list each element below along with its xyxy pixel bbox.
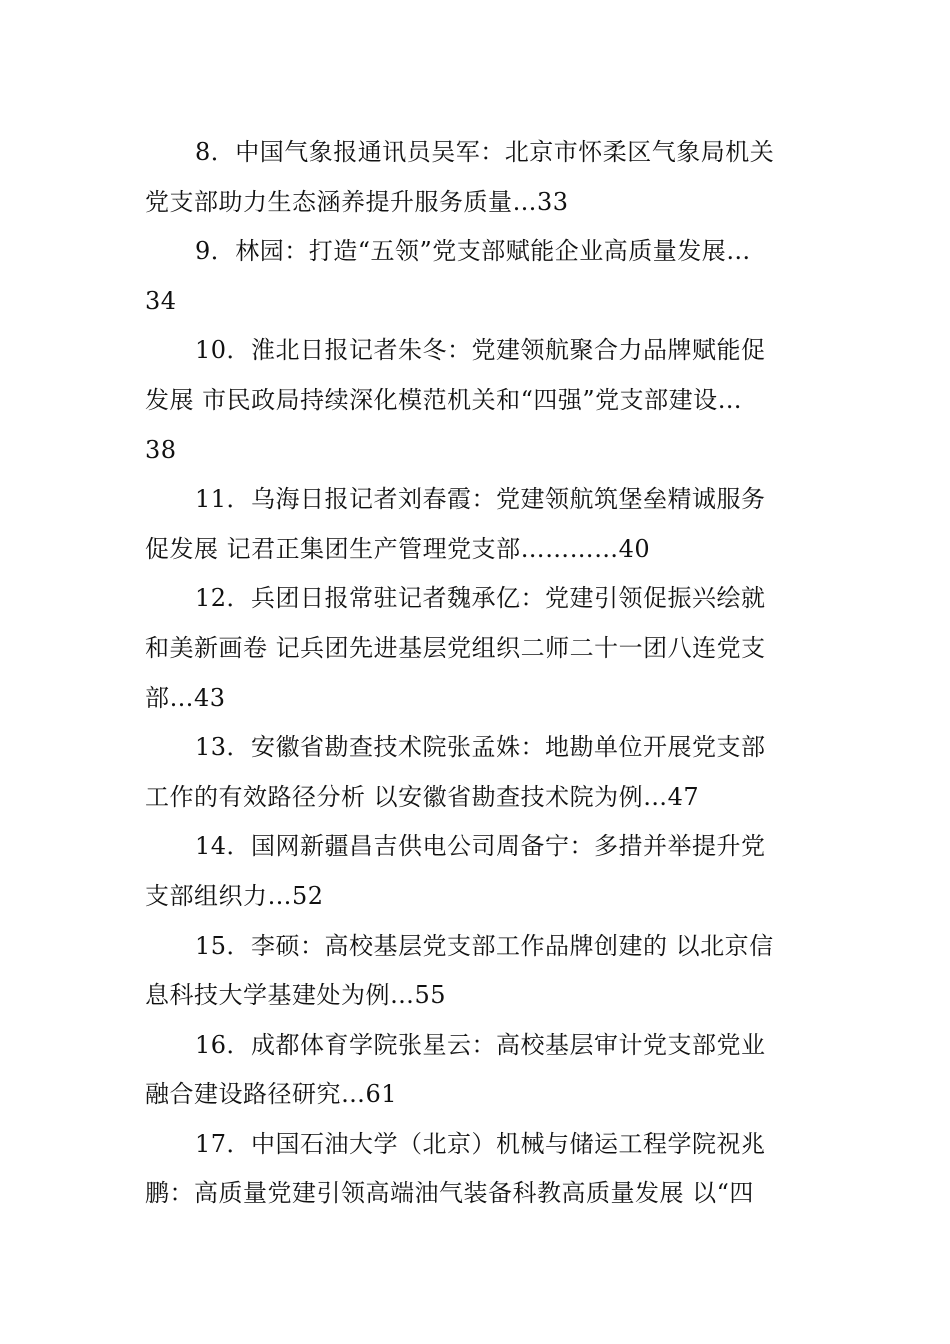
toc-entry (145, 574, 810, 723)
toc-entry-line: 17．中国石油大学（北京）机械与储运工程学院祝兆 (195, 1129, 766, 1158)
toc-entry (145, 1021, 810, 1120)
toc-entry (145, 475, 810, 574)
toc-entry-line: 党支部助力生态涵养提升服务质量…33 (145, 187, 569, 216)
toc-entry-line: 34 (145, 286, 177, 315)
toc-entry-line: 和美新画卷 记兵团先进基层党组织二师二十一团八连党支 (145, 633, 766, 662)
toc-entry-line: 息科技大学基建处为例…55 (145, 981, 447, 1010)
toc-page (145, 128, 810, 1219)
toc-entry-line: 发展 市民政局持续深化模范机关和“四强”党支部建设… (145, 385, 743, 414)
toc-entry (145, 723, 810, 822)
toc-entry-line: 8．中国气象报通讯员吴军：北京市怀柔区气象局机关 (195, 138, 775, 166)
toc-entry (145, 922, 810, 1021)
toc-entry-line: 鹏：高质量党建引领高端油气装备科教高质量发展 以“四 (145, 1179, 754, 1208)
toc-entry-line: 工作的有效路径分析 以安徽省勘查技术院为例…47 (145, 782, 700, 811)
toc-entry-line: 38 (145, 435, 177, 464)
toc-entry-line: 支部组织力…52 (145, 881, 324, 910)
toc-entry-line: 16．成都体育学院张星云：高校基层审计党支部党业 (195, 1030, 766, 1059)
toc-entry-line: 13．安徽省勘查技术院张孟姝：地勘单位开展党支部 (195, 733, 766, 762)
toc-entry (145, 227, 810, 326)
toc-entry (145, 128, 810, 227)
toc-entry-line: 促发展 记君正集团生产管理党支部…………40 (145, 534, 651, 563)
toc-entry-line: 14．国网新疆昌吉供电公司周备宁：多措并举提升党 (195, 832, 766, 861)
toc-entry (145, 822, 810, 921)
toc-entry-line: 12．兵团日报常驻记者魏承亿：党建引领促振兴绘就 (195, 584, 766, 613)
toc-entry-line: 9．林园：打造“五领”党支部赋能企业高质量发展… (195, 237, 751, 266)
toc-entry (145, 1120, 810, 1219)
toc-entry-line: 10．淮北日报记者朱冬：党建领航聚合力品牌赋能促 (195, 336, 766, 365)
toc-entry-line: 部…43 (145, 683, 226, 712)
toc-entry (145, 326, 810, 475)
toc-entry-line: 11．乌海日报记者刘春霞：党建领航筑堡垒精诚服务 (195, 485, 766, 514)
toc-entry-line: 15．李硕：高校基层党支部工作品牌创建的 以北京信 (195, 931, 774, 960)
toc-entry-line: 融合建设路径研究…61 (145, 1080, 398, 1109)
